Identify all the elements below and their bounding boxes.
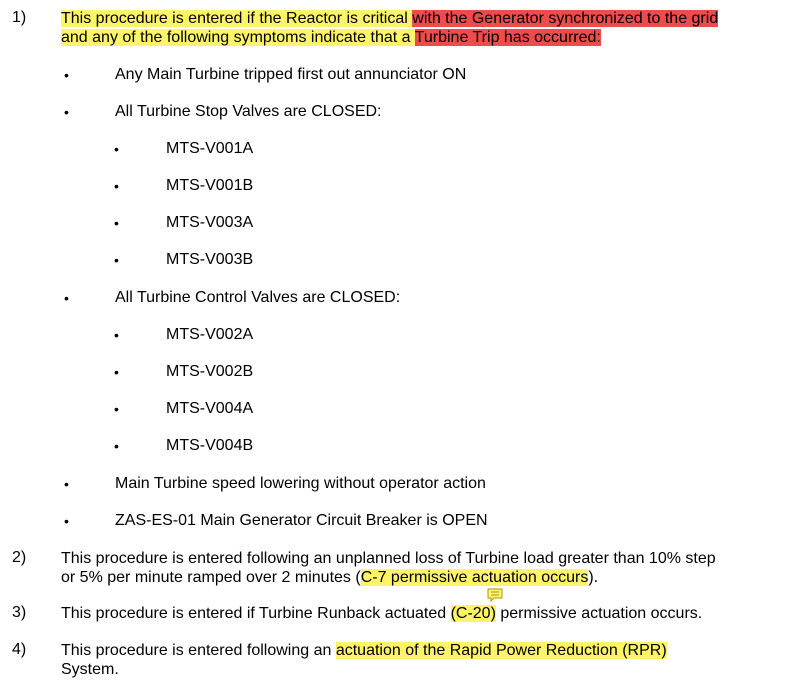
text-segment: This procedure is entered if Turbine Runback actuated <box>61 605 451 622</box>
comment-note-icon[interactable] <box>487 588 503 602</box>
text-segment: ). <box>588 569 599 586</box>
bullet: • <box>64 104 69 120</box>
yellow-highlight: actuation of the Rapid Power Reduction (RPR) <box>335 642 667 659</box>
bullet: • <box>114 438 119 454</box>
item-number: 2) <box>12 549 27 566</box>
bullet: • <box>114 141 119 157</box>
item-number: 3) <box>12 604 27 621</box>
valve-item: MTS-V002A <box>166 326 254 343</box>
red-highlight: Turbine Trip has occurred: <box>414 29 601 46</box>
list-item: Main Turbine speed lowering without operator action <box>115 475 486 492</box>
red-highlight: with the Generator synchronized to the grid <box>412 10 719 27</box>
bullet: • <box>114 327 119 343</box>
yellow-highlight: and any of the following symptoms indicate that a <box>61 29 415 46</box>
item-number: 1) <box>12 9 27 26</box>
text-line <box>61 28 786 47</box>
item-text <box>61 9 786 47</box>
valve-item: MTS-V004A <box>166 400 254 417</box>
text-line: This procedure is entered following an unplanned loss of Turbine load greater than 10% step <box>61 550 716 567</box>
text-line <box>61 568 786 587</box>
list-item: All Turbine Control Valves are CLOSED: <box>115 289 401 306</box>
valve-item: MTS-V003B <box>166 251 254 268</box>
valve-item: MTS-V004B <box>166 437 254 454</box>
bullet: • <box>64 290 69 306</box>
yellow-highlight: (C-20) <box>450 605 496 622</box>
list-item: Any Main Turbine tripped first out annunciator ON <box>115 66 467 83</box>
valve-item: MTS-V002B <box>166 363 254 380</box>
valve-item: MTS-V003A <box>166 214 254 231</box>
text-segment: This procedure is entered following an <box>61 642 336 659</box>
item-number: 4) <box>12 641 27 658</box>
item-text <box>61 604 786 623</box>
item-text <box>61 549 786 587</box>
bullet: • <box>114 252 119 268</box>
text-segment: permissive actuation occurs. <box>495 605 703 622</box>
list-item: ZAS-ES-01 Main Generator Circuit Breaker is OPEN <box>115 512 488 529</box>
text-line: System. <box>61 661 119 678</box>
yellow-highlight: This procedure is entered if the Reactor is critical <box>61 10 413 27</box>
text-line <box>61 641 786 660</box>
valve-item: MTS-V001B <box>166 177 254 194</box>
item-text <box>61 641 786 679</box>
bullet: • <box>114 178 119 194</box>
text-segment: or 5% per minute ramped over 2 minutes ( <box>61 569 361 586</box>
bullet: • <box>114 364 119 380</box>
bullet: • <box>64 476 69 492</box>
valve-item: MTS-V001A <box>166 140 254 157</box>
bullet: • <box>114 215 119 231</box>
bullet: • <box>64 513 69 529</box>
text-line <box>61 9 786 28</box>
yellow-highlight: C-7 permissive actuation occurs <box>360 569 589 586</box>
bullet: • <box>64 67 69 83</box>
list-item: All Turbine Stop Valves are CLOSED: <box>115 103 382 120</box>
bullet: • <box>114 401 119 417</box>
